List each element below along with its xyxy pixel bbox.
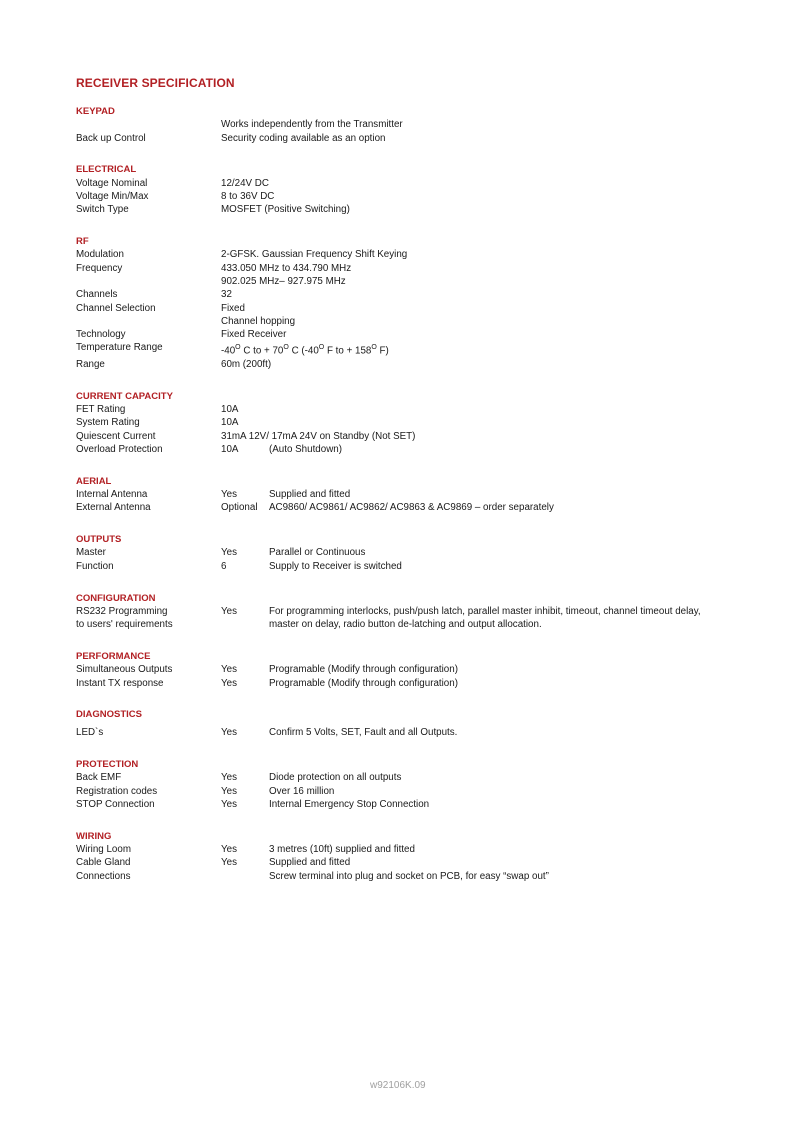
temp-part: F to + 158 bbox=[324, 345, 372, 357]
spec-row bbox=[76, 341, 756, 358]
spec-row bbox=[76, 843, 756, 856]
spec-row bbox=[76, 870, 756, 883]
spec-row bbox=[76, 302, 756, 315]
spec-description: For programming interlocks, push/push latch, parallel master inhibit, timeout, channel timeout delay, bbox=[269, 605, 701, 617]
spec-row bbox=[76, 118, 756, 131]
document-reference: w92106K.09 bbox=[370, 1080, 426, 1091]
section-heading: DIAGNOSTICS bbox=[76, 709, 142, 721]
spec-label: STOP Connection bbox=[76, 799, 155, 811]
spec-row bbox=[76, 560, 756, 573]
spec-value: 31mA 12V/ 17mA 24V on Standby (Not SET) bbox=[221, 430, 416, 442]
spec-value bbox=[221, 341, 756, 358]
spec-table bbox=[76, 105, 756, 902]
section-heading: CURRENT CAPACITY bbox=[76, 390, 173, 402]
spec-label: Modulation bbox=[76, 249, 124, 261]
spec-value: 2-GFSK. Gaussian Frequency Shift Keying bbox=[221, 249, 408, 261]
spec-row bbox=[76, 358, 756, 371]
spec-description: Supplied and fitted bbox=[269, 857, 351, 869]
spec-value: 10A bbox=[221, 404, 239, 416]
spec-description: Supplied and fitted bbox=[269, 489, 351, 501]
spec-value: Yes bbox=[221, 677, 237, 689]
spec-value: Yes bbox=[221, 664, 237, 676]
spec-value: Yes bbox=[221, 726, 237, 738]
spec-row bbox=[76, 416, 756, 429]
spec-label bbox=[76, 118, 221, 131]
section-heading: CONFIGURATION bbox=[76, 592, 156, 604]
spec-value: 32 bbox=[221, 289, 232, 301]
spec-description: Parallel or Continuous bbox=[269, 547, 366, 559]
section-heading: WIRING bbox=[76, 830, 112, 842]
spec-label: Voltage Min/Max bbox=[76, 190, 149, 202]
spec-row bbox=[76, 798, 756, 811]
spec-label: Frequency bbox=[76, 262, 123, 274]
section-current-capacity bbox=[76, 390, 756, 456]
section-wiring bbox=[76, 830, 756, 883]
spec-description: Diode protection on all outputs bbox=[269, 772, 402, 784]
spec-row bbox=[76, 546, 756, 559]
degree-symbol: O bbox=[235, 344, 241, 352]
spec-label: Simultaneous Outputs bbox=[76, 664, 173, 676]
spec-value: Yes bbox=[221, 844, 237, 856]
spec-value: Optional bbox=[221, 502, 258, 514]
spec-value bbox=[221, 618, 269, 631]
spec-row bbox=[76, 248, 756, 261]
spec-row bbox=[76, 328, 756, 341]
spec-value: Channel hopping bbox=[221, 315, 296, 327]
spec-value: Yes bbox=[221, 547, 237, 559]
spec-label: Technology bbox=[76, 329, 126, 341]
spec-label: Cable Gland bbox=[76, 857, 131, 869]
spec-label: Channels bbox=[76, 289, 118, 301]
section-heading: PROTECTION bbox=[76, 759, 139, 771]
spec-row bbox=[76, 501, 756, 514]
spec-label: Back EMF bbox=[76, 772, 122, 784]
spec-label: FET Rating bbox=[76, 404, 126, 416]
section-performance bbox=[76, 650, 756, 690]
temp-part: -40 bbox=[221, 345, 236, 357]
spec-value: Works independently from the Transmitter bbox=[221, 119, 403, 131]
section-configuration bbox=[76, 592, 756, 632]
spec-description: Programable (Modify through configuration) bbox=[269, 677, 458, 689]
spec-value: Yes bbox=[221, 785, 237, 797]
spec-value: 433.050 MHz to 434.790 MHz bbox=[221, 262, 352, 274]
spec-row bbox=[76, 262, 756, 275]
section-rf bbox=[76, 235, 756, 371]
spec-label: RS232 Programming bbox=[76, 605, 168, 617]
spec-description: Confirm 5 Volts, SET, Fault and all Outputs. bbox=[269, 726, 458, 738]
spec-value bbox=[221, 870, 269, 883]
spec-row bbox=[76, 315, 756, 328]
section-heading: KEYPAD bbox=[76, 106, 115, 117]
temp-part: C to + 70 bbox=[240, 345, 284, 357]
spec-value: Yes bbox=[221, 799, 237, 811]
spec-label: to users' requirements bbox=[76, 619, 173, 631]
degree-symbol: O bbox=[371, 344, 377, 352]
section-outputs bbox=[76, 533, 756, 573]
section-heading: ELECTRICAL bbox=[76, 164, 137, 176]
spec-value: 10A bbox=[221, 417, 239, 429]
spec-label: Quiescent Current bbox=[76, 430, 156, 442]
section-heading: AERIAL bbox=[76, 475, 112, 487]
spec-description: Internal Emergency Stop Connection bbox=[269, 799, 430, 811]
spec-label: Internal Antenna bbox=[76, 489, 148, 501]
spec-value: 12/24V DC bbox=[221, 177, 269, 189]
spec-label: Master bbox=[76, 547, 106, 559]
spec-label: Overload Protection bbox=[76, 444, 163, 455]
spec-value: 8 to 36V DC bbox=[221, 190, 275, 202]
section-electrical bbox=[76, 163, 756, 216]
spec-row bbox=[76, 203, 756, 216]
spec-value: Yes bbox=[221, 857, 237, 869]
spec-description: AC9860/ AC9861/ AC9862/ AC9863 & AC9869 – order separately bbox=[269, 502, 554, 514]
temp-part: C (-40 bbox=[288, 345, 319, 357]
spec-value: 60m (200ft) bbox=[221, 359, 272, 371]
section-aerial bbox=[76, 475, 756, 515]
spec-value: Fixed bbox=[221, 302, 245, 314]
spec-row bbox=[76, 430, 756, 443]
spec-row bbox=[76, 605, 756, 618]
spec-label: Registration codes bbox=[76, 785, 158, 797]
spec-label: Channel Selection bbox=[76, 302, 156, 314]
spec-label: Instant TX response bbox=[76, 677, 164, 689]
spec-row bbox=[76, 288, 756, 301]
spec-row bbox=[76, 177, 756, 190]
temp-part: F) bbox=[376, 345, 389, 357]
spec-label: Connections bbox=[76, 870, 131, 882]
spec-row bbox=[76, 190, 756, 203]
spec-label: Switch Type bbox=[76, 204, 129, 216]
spec-label: Range bbox=[76, 359, 105, 371]
spec-label: External Antenna bbox=[76, 502, 151, 514]
spec-label bbox=[76, 275, 221, 288]
spec-description: Over 16 million bbox=[269, 785, 335, 797]
section-heading: RF bbox=[76, 236, 89, 248]
spec-row bbox=[76, 275, 756, 288]
spec-value: Security coding available as an option bbox=[221, 132, 386, 144]
spec-row bbox=[76, 618, 756, 631]
spec-row bbox=[76, 663, 756, 676]
spec-label: System Rating bbox=[76, 417, 140, 429]
spec-description: Supply to Receiver is switched bbox=[269, 560, 402, 572]
spec-value: Yes bbox=[221, 605, 237, 617]
spec-value: 10A bbox=[221, 444, 239, 455]
spec-row bbox=[76, 771, 756, 784]
page-title: RECEIVER SPECIFICATION bbox=[76, 76, 235, 90]
spec-row bbox=[76, 403, 756, 416]
section-diagnostics bbox=[76, 708, 756, 739]
spec-label: LED`s bbox=[76, 726, 104, 738]
spec-row bbox=[76, 856, 756, 869]
spec-value: 6 bbox=[221, 560, 227, 572]
spec-value: MOSFET (Positive Switching) bbox=[221, 204, 350, 216]
spec-description: master on delay, radio button de-latching and output allocation. bbox=[269, 619, 542, 631]
spec-description: (Auto Shutdown) bbox=[269, 444, 342, 455]
spec-row bbox=[76, 785, 756, 798]
spec-row bbox=[76, 722, 756, 740]
spec-row bbox=[76, 677, 756, 690]
spec-value: Yes bbox=[221, 489, 237, 501]
spec-label: Temperature Range bbox=[76, 342, 163, 354]
spec-description: Screw terminal into plug and socket on PCB, for easy “swap out” bbox=[269, 870, 549, 882]
spec-label: Back up Control bbox=[76, 132, 146, 144]
spec-label: Function bbox=[76, 560, 114, 572]
spec-description: 3 metres (10ft) supplied and fitted bbox=[269, 844, 415, 856]
spec-row bbox=[76, 132, 756, 145]
section-protection bbox=[76, 758, 756, 811]
spec-label: Voltage Nominal bbox=[76, 177, 148, 189]
section-keypad bbox=[76, 105, 756, 145]
spec-label: Wiring Loom bbox=[76, 844, 131, 856]
spec-label bbox=[76, 315, 221, 328]
spec-description: Programable (Modify through configuration) bbox=[269, 664, 458, 676]
degree-symbol: O bbox=[318, 344, 325, 352]
spec-value: Fixed Receiver bbox=[221, 329, 287, 341]
spec-row bbox=[76, 443, 756, 456]
spec-value: Yes bbox=[221, 772, 237, 784]
spec-row bbox=[76, 488, 756, 501]
spec-value: 902.025 MHz– 927.975 MHz bbox=[221, 275, 346, 287]
section-heading: PERFORMANCE bbox=[76, 650, 151, 662]
section-heading: OUTPUTS bbox=[76, 534, 122, 546]
degree-symbol: O bbox=[283, 344, 289, 352]
